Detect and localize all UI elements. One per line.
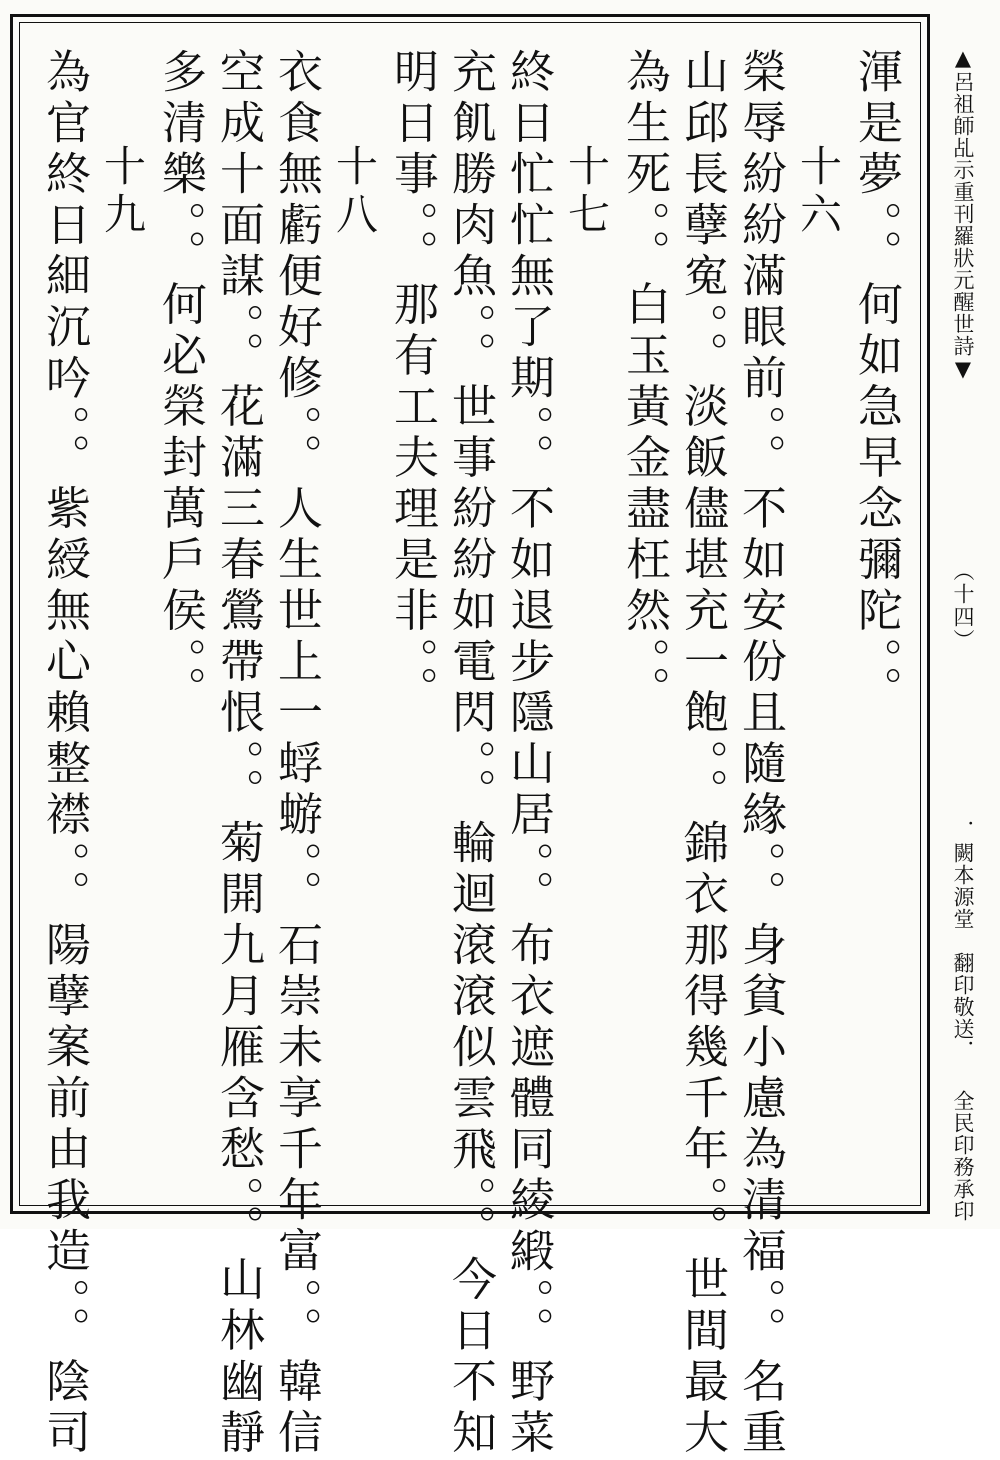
section-heading-19: 十九 (98, 48, 147, 240)
text-column-8: 充飢勝肉魚。。世事紛紛如電閃。。輪迴滾滾似雲飛。。今日不知 (444, 48, 497, 1460)
margin-title: ▲呂祖師乩示重刊羅狀元醒世詩▼ (951, 46, 975, 382)
text-column-3: 榮辱紛紛滿眼前。。不如安份且隨緣。。身貧小慮為清福。。名重 (734, 48, 787, 1460)
text-column-4: 山邱長孽寃。。淡飯儘堪充一飽。。錦衣那得幾千年。。世間最大 (676, 48, 729, 1460)
printer-note: 全民印務承印 (951, 1090, 975, 1222)
section-heading-18: 十八 (330, 48, 379, 240)
text-column-13: 多清樂。。何必榮封萬戶侯。。 (154, 48, 207, 717)
text-column-12: 空成十面謀。。花滿三春鶯帶恨。。菊開九月雁含愁。。山林幽靜 (212, 48, 265, 1460)
section-heading-16: 十六 (794, 48, 843, 240)
text-column-7: 終日忙忙無了期。。不如退步隱山居。。布衣遮體同綾緞。。野菜 (502, 48, 555, 1460)
page-number: （十四） (951, 560, 975, 652)
text-column-9: 明日事。。那有工夫理是非。。 (386, 48, 439, 717)
text-column-11: 衣食無虧便好修。。人生世上一蜉蝣。。石崇未享千年富。。韓信 (270, 48, 323, 1460)
publisher-note: ．闕本源堂 翻印敬送． (951, 820, 975, 1062)
section-heading-17: 十七 (562, 48, 611, 240)
text-column-1: 渾是夢。。何如急早念彌陀。。 (850, 48, 903, 717)
text-column-15: 為官終日細沉吟。。紫綬無心賴整襟。。陽孽案前由我造。。陰司 (38, 48, 91, 1460)
text-column-5: 為生死。。白玉黃金盡枉然。。 (618, 48, 671, 717)
